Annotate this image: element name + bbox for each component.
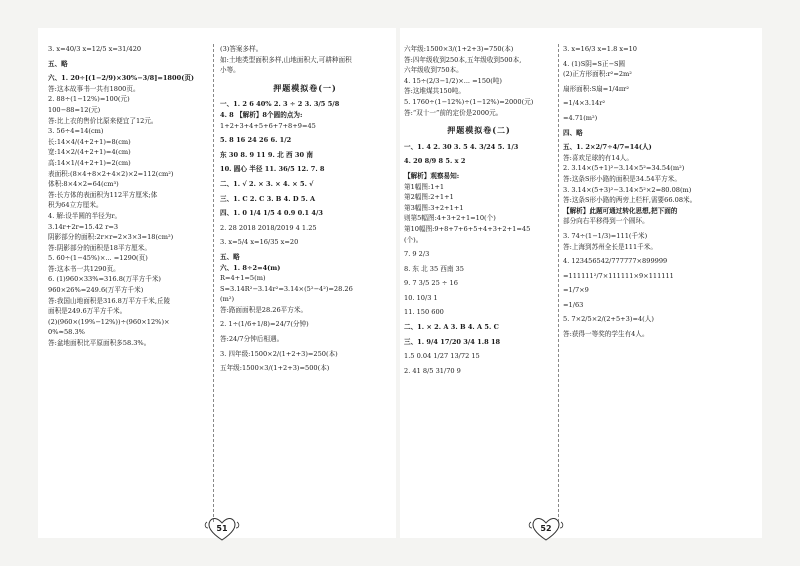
answer-line: 答:我国山地面积是316.8万平方千米,丘陵 xyxy=(48,296,171,305)
answer-line: =111111²/7×111111×9×111111 xyxy=(563,271,674,280)
answer-line: 3. 56÷4=14(cm) xyxy=(48,127,104,136)
answer-line: 积为64立方厘米。 xyxy=(48,201,103,210)
answer-line: 1.5 0.04 1/27 13/72 15 xyxy=(404,352,480,361)
answer-line: (2)正方形面积:r²=2m² xyxy=(563,70,632,79)
answer-line: 长:14×4/(4+2+1)=8(cm) xyxy=(48,137,131,146)
answer-line: 三、1. 9/4 17/20 3/4 1.8 18 xyxy=(404,337,501,346)
answer-line: =1/7×9 xyxy=(563,286,589,295)
answer-line: 宽:14×2/(4+2+1)=4(cm) xyxy=(48,148,131,157)
page-number-text: 52 xyxy=(540,524,552,533)
answer-line: 3.14r+2r=15.42 r=3 xyxy=(48,222,119,231)
answer-line: 960×26%=249.6(万平方千米) xyxy=(48,286,144,295)
answer-line: 5. 60÷(1−45%)×... =1290(页) xyxy=(48,254,148,263)
section-title: 押题模拟卷(二) xyxy=(447,125,511,136)
answer-line: 表面积:(8×4+8×2+4×2)×2=112(cm²) xyxy=(48,169,174,178)
answer-line: 10. 圆心 半径 11. 36/5 12. 7. 8 xyxy=(220,165,325,174)
answer-line: 体积:8×4×2=64(cm³) xyxy=(48,180,119,189)
answer-line: 4. 8 【解析】8个圆的点为: xyxy=(220,110,303,119)
column-divider xyxy=(213,44,214,522)
answer-line: 1+2+3+4+5+6+7+8+9=45 xyxy=(220,121,316,130)
answer-line: 2. 41 8/5 31/70 9 xyxy=(404,366,461,375)
answer-line: 答:“双十一”前的定价是2000元。 xyxy=(404,108,503,117)
answer-line: 二、1. √ 2. × 3. × 4. × 5. √ xyxy=(220,179,314,188)
answer-line: 五、略 xyxy=(48,59,68,68)
answer-line: 小等。 xyxy=(220,66,240,75)
answer-line: 2. 3.14×(5+1)²−3.14×5²=34.54(m²) xyxy=(563,164,685,173)
answer-line: 答:上海到苏州全长是111千米。 xyxy=(563,242,657,251)
answer-line: 3. x=5/4 x=16/35 x=20 xyxy=(220,238,299,247)
answer-line: 四、略 xyxy=(563,128,583,137)
answer-line: 面积是249.6万平方千米。 xyxy=(48,307,127,316)
answer-line: 3. 3.14×(5+3)²−3.14×5²×2=80.08(m) xyxy=(563,185,692,194)
answer-line: 4. 15÷(2/3−1/2)×... =150(吨) xyxy=(404,76,502,85)
answer-line: 答:获得一等奖的学生有4人。 xyxy=(563,330,649,339)
answer-line: 0%≈58.3% xyxy=(48,328,85,337)
page-number-right xyxy=(528,514,564,542)
answer-line: 答:盆地面积比平原面积多58.3%。 xyxy=(48,339,151,348)
answer-line: 7. 9 2/3 xyxy=(404,250,430,259)
answer-line: =1/4×3.14r² xyxy=(563,99,606,108)
answer-line: 【解析】此题可通过转化思想,把下面的 xyxy=(563,206,678,215)
answer-line: 3. 74÷(1−1/3)=111(千米) xyxy=(563,231,648,240)
answer-line: 一、1. 2 6 40% 2. 3 ÷ 2 3. 3/5 5/8 xyxy=(220,100,340,109)
answer-line: 五、略 xyxy=(220,252,240,261)
answer-line: 5. 8 16 24 26 6. 1/2 xyxy=(220,136,292,145)
answer-line: R=4+1=5(m) xyxy=(220,274,266,283)
answer-line: 六年级:1500×3/(1+2+3)=750(本) xyxy=(404,45,514,53)
answer-line: 五年级:1500×3/(1+2+3)=500(本) xyxy=(220,364,330,373)
answer-line: (m²) xyxy=(220,295,235,304)
answer-line: 东 30 8. 9 11 9. 北 西 30 南 xyxy=(220,150,313,159)
answer-line: 第3幅图:3+2+1+1 xyxy=(404,203,464,212)
answer-line: 答:24/7分钟后相遇。 xyxy=(220,335,284,344)
answer-line: 10. 10/3 1 xyxy=(404,293,438,302)
answer-line: 部分向右平移得到一个圆环。 xyxy=(563,217,649,226)
answer-line: 答:路面面积是28.26平方米。 xyxy=(220,305,308,314)
answer-line: 9. 7 3/5 25 ÷ 16 xyxy=(404,279,458,288)
answer-line: 四、1. 0 1/4 1/5 4 0.9 0.1 4/3 xyxy=(220,209,324,218)
answer-line: 5. 1760÷(1−12%)÷(1−12%)=2000(元) xyxy=(404,97,534,106)
answer-line: =4.71(m²) xyxy=(563,113,598,122)
answer-line: 答:这本书一共1290页。 xyxy=(48,264,120,273)
answer-line: (个)。 xyxy=(404,235,423,244)
answer-column-4 xyxy=(563,44,758,544)
answer-line: 100−88=12(元) xyxy=(48,105,101,114)
answer-line: 答:这本故事书一共有1800页。 xyxy=(48,84,140,93)
answer-column-2 xyxy=(220,44,390,544)
answer-line: 答:长方体的表面积为112平方厘米;体 xyxy=(48,190,158,199)
answer-line: 二、1. × 2. A 3. B 4. A 5. C xyxy=(404,323,499,332)
answer-line: 答:这条S形小路的两旁上栏杆,需要66.08米。 xyxy=(563,196,697,205)
answer-line: 六年级收到750本。 xyxy=(404,66,463,75)
answer-line: 【解析】观察易知: xyxy=(404,171,460,180)
answer-line: 2. 28 2018 2018/2019 4 1.25 xyxy=(220,223,317,232)
answer-line: 则第5幅图:4+3+2+1=10(个) xyxy=(404,214,496,223)
answer-line: 6. (1)960×33%=316.8(万平方千米) xyxy=(48,275,162,284)
section-title: 押题模拟卷(一) xyxy=(273,82,337,93)
answer-line: 一、1. 4 2. 30 3. 5 4. 3/24 5. 1/3 xyxy=(404,142,519,151)
answer-line: 4. 20 8/9 8 5. x 2 xyxy=(404,157,466,166)
answer-line: 2. 1÷(1/6+1/8)=24/7(分钟) xyxy=(220,320,309,329)
answer-line: 5. 7×2/5×2/(2+5+3)=4(人) xyxy=(563,315,654,324)
answer-line: 六、1. 20÷[(1−2/9)×30%−3/8]=1800(页) xyxy=(48,74,195,83)
answer-line: 阴影部分的面积:2r×r=2×3×3=18(cm²) xyxy=(48,233,174,242)
page-number-text: 51 xyxy=(216,524,228,533)
page-number-left xyxy=(204,514,240,542)
answer-line: 答:阴影部分的面积是18平方厘米。 xyxy=(48,243,151,252)
answer-line: 11. 150 600 xyxy=(404,308,444,317)
answer-line: 答:喜欢足球的有14人。 xyxy=(563,153,633,162)
answer-line: 答:四年级收到250本,五年级收到500本, xyxy=(404,55,522,64)
answer-line: (2)(960×(19%−12%))÷(960×12%)× xyxy=(48,317,170,326)
answer-line: 高:14×1/(4+2+1)=2(cm) xyxy=(48,158,131,167)
answer-line: 第2幅图:2+1+1 xyxy=(404,193,454,202)
answer-line: 答:这堆煤共150吨。 xyxy=(404,87,465,96)
answer-line: 3. 四年级:1500×2/(1+2+3)=250(本) xyxy=(220,349,338,358)
answer-column-3 xyxy=(404,44,554,544)
answer-line: 如:土地类型面积多样,山地面积大,可耕种面积 xyxy=(220,55,352,64)
answer-line: 三、1. C 2. C 3. B 4. D 5. A xyxy=(220,194,316,203)
answer-line: 第1幅图:1+1 xyxy=(404,182,445,191)
answer-column-1 xyxy=(48,44,208,544)
answer-line: 4. 123456542/777777×899999 xyxy=(563,257,668,266)
answer-line: 3. x=16/3 x=1.8 x=10 xyxy=(563,45,637,53)
column-divider xyxy=(558,44,559,522)
answer-line: 2. 88÷(1−12%)=100(元) xyxy=(48,95,130,104)
answer-line: 4. (1)S阴=S正−S圆 xyxy=(563,59,626,68)
answer-line: 五、1. 2×2/7÷4/7=14(人) xyxy=(563,143,652,152)
answer-line: S=3.14R²−3.14r²=3.14×(5²−4²)=28.26 xyxy=(220,284,353,293)
answer-line: 答:这条S形小路的面积是34.54平方米。 xyxy=(563,174,681,183)
answer-line: 4. 解:设半圆的半径为r。 xyxy=(48,211,122,220)
answer-line: =1/63 xyxy=(563,300,584,309)
answer-line: 扇形面积:S扇=1/4πr² xyxy=(563,84,629,93)
answer-line: 8. 东 北 35 西南 35 xyxy=(404,264,464,273)
answer-line: 3. x=40/3 x=12/5 x=31/420 xyxy=(48,45,142,53)
answer-line: 六、1. 8÷2=4(m) xyxy=(220,263,281,272)
answer-line: (3)答案多样。 xyxy=(220,45,263,53)
answer-line: 第10幅图:9+8+7+6+5+4+3+2+1=45 xyxy=(404,224,531,233)
answer-line: 答:比上衣的售价比原来便宜了12元。 xyxy=(48,116,158,125)
